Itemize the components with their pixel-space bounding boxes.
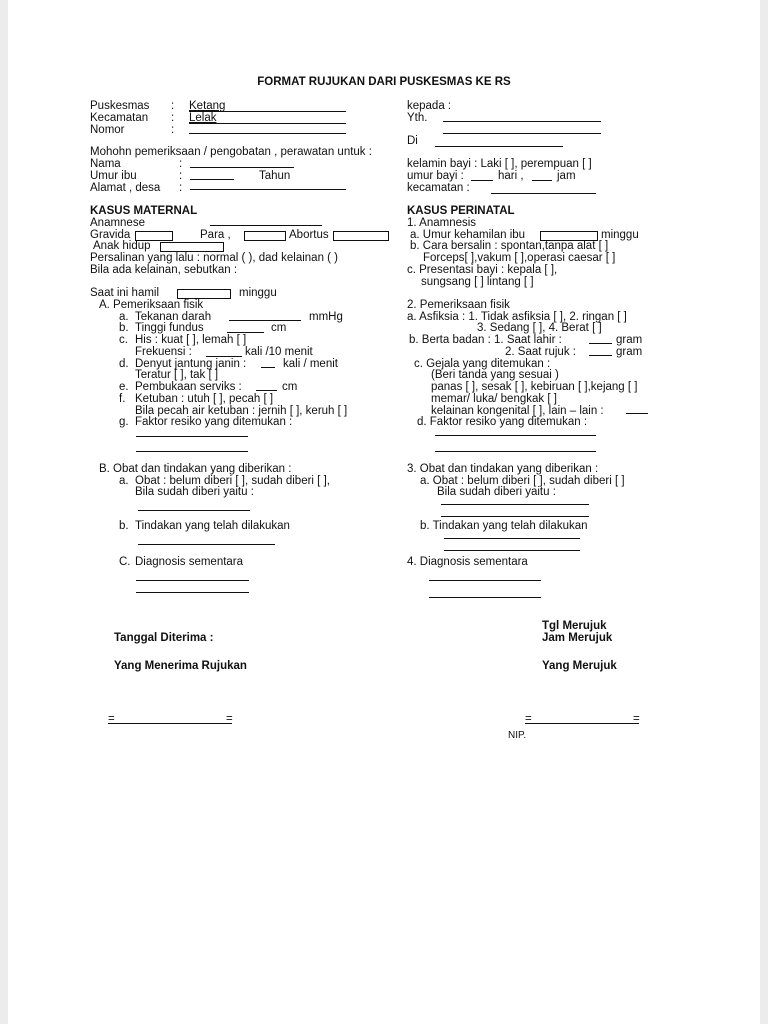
obat-perinatal-line-1	[441, 504, 589, 505]
nama-line	[190, 167, 294, 168]
faktor-resiko-perinatal-label: d. Faktor resiko yang ditemukan :	[417, 416, 588, 428]
berat-lahir-line	[589, 343, 612, 344]
item-f-letter: f.	[119, 393, 126, 405]
request-text: Mohohn pemeriksaan / pengobatan , perawatan untuk :	[90, 146, 372, 158]
yth-line-2	[443, 133, 601, 134]
frekuensi-label: Frekuensi :	[135, 346, 192, 358]
obat-line	[138, 510, 250, 511]
puskesmas-value: Ketang	[189, 100, 226, 112]
yth-line	[443, 121, 601, 122]
colon: :	[171, 100, 175, 112]
kecamatan-bayi-line	[491, 193, 596, 194]
tinggi-fundus-label: Tinggi fundus	[135, 322, 204, 334]
item-d-letter: d.	[119, 358, 129, 370]
saat-hamil-box[interactable]	[177, 289, 231, 299]
abortus-label: Abortus	[289, 229, 329, 241]
presentasi-text: c. Presentasi bayi : kepala [ ],	[407, 264, 558, 276]
gram-unit-2: gram	[616, 346, 643, 358]
gravida-label: Gravida	[90, 229, 131, 241]
anamnesis-heading: 1. Anamnesis	[407, 217, 477, 229]
yth-label: Yth.	[407, 112, 428, 124]
berat-badan-label: b. Berta badan : 1. Saat lahir :	[409, 334, 562, 346]
signature-eq-right: =	[226, 713, 233, 725]
umur-bayi-label: umur bayi :	[407, 170, 464, 182]
gejala-list-1: panas [ ], sesak [ ], kebiruan [ ],kejang [ ]	[431, 381, 638, 393]
tekanan-darah-label: Tekanan darah	[135, 311, 212, 323]
di-label: Di	[407, 135, 418, 147]
form-title: FORMAT RUJUKAN DARI PUSKESMAS KE RS	[257, 76, 511, 88]
tindakan-b-letter: b.	[119, 520, 129, 532]
frekuensi-unit: kali /10 menit	[245, 346, 313, 358]
signature-eq-right-2: =	[633, 713, 640, 725]
tindakan-line	[138, 544, 275, 545]
anak-hidup-label: Anak hidup	[93, 240, 151, 252]
presentasi-text-2: sungsang [ ] lintang [ ]	[421, 276, 534, 288]
diagnosis-perinatal-line-2	[429, 597, 541, 598]
cara-bersalin-text: b. Cara bersalin : spontan,tanpa alat [ ]	[410, 240, 609, 252]
gejala-hint: (Beri tanda yang sesuai )	[431, 369, 559, 381]
faktor-resiko-line-2	[136, 451, 248, 452]
tahun-label: Tahun	[259, 170, 291, 182]
umur-kehamilan-label: a. Umur kehamilan ibu	[410, 229, 526, 241]
kepada-label: kepada :	[407, 100, 452, 112]
colon: :	[179, 182, 183, 194]
ketuban-text: Ketuban : utuh [ ], pecah [ ]	[135, 393, 274, 405]
pemeriksaan-fisik-heading: A. Pemeriksaan fisik	[99, 299, 204, 311]
djj-line	[261, 367, 275, 368]
tindakan-perinatal-line-1	[444, 538, 580, 539]
sender-signature-line	[525, 723, 639, 724]
mmhg-unit: mmHg	[309, 311, 343, 323]
jam-merujuk-label: Jam Merujuk	[542, 632, 613, 644]
serviks-label: Pembukaan serviks :	[135, 381, 242, 393]
anamnese-line	[210, 225, 322, 226]
diagnosis-perinatal-line-1	[429, 580, 541, 581]
para-label: Para ,	[200, 229, 231, 241]
kecamatan-value: Lelak	[189, 112, 217, 124]
signature-eq-left-2: =	[525, 713, 532, 725]
obat-text: Obat : belum diberi [ ], sudah diberi [ ],	[135, 475, 330, 487]
serviks-unit: cm	[282, 381, 298, 393]
lain-lain-line	[626, 413, 648, 414]
faktor-resiko-line-1	[136, 436, 248, 437]
kelamin-bayi: kelamin bayi : Laki [ ], perempuan [ ]	[407, 158, 592, 170]
jam-label: jam	[557, 170, 576, 182]
colon: :	[171, 112, 175, 124]
nomor-line	[189, 133, 346, 134]
puskesmas-label: Puskesmas	[90, 100, 150, 112]
berat-rujuk-line	[589, 355, 612, 356]
item-c-letter: c.	[119, 334, 128, 346]
djj-label: Denyut jantung janin :	[135, 358, 247, 370]
gejala-list-2: memar/ luka/ bengkak [ ]	[431, 393, 557, 405]
kecamatan-line	[189, 123, 346, 124]
referral-form-page	[8, 0, 760, 1024]
persalinan-text: Persalinan yang lalu : normal ( ), dad kelainan ( )	[90, 252, 339, 264]
tindakan-perinatal-label: b. Tindakan yang telah dilakukan	[420, 520, 588, 532]
anak-hidup-box[interactable]	[160, 242, 224, 252]
diagnosis-label: Diagnosis sementara	[135, 556, 244, 568]
minggu-label: minggu	[239, 287, 277, 299]
obat-a-letter: a.	[119, 475, 129, 487]
faktor-resiko-perinatal-line-2	[435, 451, 596, 452]
faktor-resiko-perinatal-line-1	[435, 435, 596, 436]
serviks-line	[256, 390, 277, 391]
nip-label: NIP.	[508, 730, 527, 741]
frekuensi-line	[206, 356, 242, 357]
saat-rujuk-label: 2. Saat rujuk :	[505, 346, 576, 358]
asfiksia-text-2: 3. Sedang [ ], 4. Berat [ ]	[477, 322, 602, 334]
signature-eq-left: =	[108, 713, 115, 725]
gejala-label: c. Gejala yang ditemukan :	[414, 358, 551, 370]
cara-bersalin-text-2: Forceps[ ],vakum [ ],operasi caesar [ ]	[423, 252, 616, 264]
obat-perinatal-text: a. Obat : belum diberi [ ], sudah diberi [ ]	[420, 475, 625, 487]
saat-hamil-label: Saat ini hamil	[90, 287, 160, 299]
colon: :	[179, 170, 183, 182]
tanggal-diterima-label: Tanggal Diterima :	[114, 632, 214, 644]
umur-bayi-jam-line	[532, 180, 552, 181]
umur-ibu-line	[190, 179, 234, 180]
maternal-heading: KASUS MATERNAL	[90, 205, 198, 217]
umur-kehamilan-unit: minggu	[601, 229, 639, 241]
faktor-resiko-label: Faktor resiko yang ditemukan :	[135, 416, 293, 428]
kecamatan-label: Kecamatan	[90, 112, 149, 124]
diagnosis-perinatal-label: 4. Diagnosis sementara	[407, 556, 528, 568]
tinggi-fundus-line	[227, 332, 264, 333]
item-a-letter: a.	[119, 311, 129, 323]
kecamatan-bayi-label: kecamatan :	[407, 182, 470, 194]
tindakan-label: Tindakan yang telah dilakukan	[135, 520, 290, 532]
pemeriksaan-fisik-perinatal-heading: 2. Pemeriksaan fisik	[407, 299, 510, 311]
tgl-merujuk-label: Tgl Merujuk	[542, 620, 607, 632]
alamat-label: Alamat , desa	[90, 182, 161, 194]
nomor-label: Nomor	[90, 124, 125, 136]
asfiksia-text: a. Asfiksia : 1. Tidak asfiksia [ ], 2. ringan [ ]	[407, 311, 627, 323]
tekanan-darah-line	[229, 320, 301, 321]
obat-perinatal-line-2	[441, 516, 589, 517]
colon: :	[171, 124, 175, 136]
obat-perinatal-heading: 3. Obat dan tindakan yang diberikan :	[407, 463, 599, 475]
his-text: His : kuat [ ], lemah [ ]	[135, 334, 247, 346]
umur-bayi-hari-line	[471, 180, 493, 181]
diagnosis-line-1	[136, 580, 249, 581]
colon: :	[179, 158, 183, 170]
gram-unit-1: gram	[616, 334, 643, 346]
item-e-letter: e.	[119, 381, 129, 393]
yang-menerima-label: Yang Menerima Rujukan	[114, 660, 247, 672]
obat-heading: B. Obat dan tindakan yang diberikan :	[99, 463, 292, 475]
obat-perinatal-sudah: Bila sudah diberi yaitu :	[437, 486, 556, 498]
gejala-list-3: kelainan kongenital [ ], lain – lain :	[431, 405, 604, 417]
tindakan-perinatal-line-2	[444, 550, 580, 551]
teratur-text: Teratur [ ], tak [ ]	[135, 369, 219, 381]
alamat-line	[190, 189, 346, 190]
anamnese-label: Anamnese	[90, 217, 145, 229]
para-box[interactable]	[244, 231, 286, 241]
obat-sudah-text: Bila sudah diberi yaitu :	[135, 486, 254, 498]
umur-ibu-label: Umur ibu	[90, 170, 137, 182]
item-g-letter: g.	[119, 416, 129, 428]
nama-label: Nama	[90, 158, 121, 170]
diagnosis-line-2	[136, 592, 249, 593]
diagnosis-c-letter: C.	[119, 556, 131, 568]
abortus-box[interactable]	[333, 231, 389, 241]
di-line	[435, 146, 563, 147]
receiver-signature-line	[108, 723, 232, 724]
hari-label: hari ,	[498, 170, 524, 182]
ketuban-pecah-text: Bila pecah air ketuban : jernih [ ], keruh [ ]	[135, 405, 348, 417]
kelainan-text: Bila ada kelainan, sebutkan :	[90, 264, 238, 276]
cm-unit: cm	[271, 322, 287, 334]
yang-merujuk-label: Yang Merujuk	[542, 660, 617, 672]
item-b-letter: b.	[119, 322, 129, 334]
djj-unit: kali / menit	[283, 358, 338, 370]
perinatal-heading: KASUS PERINATAL	[407, 205, 515, 217]
